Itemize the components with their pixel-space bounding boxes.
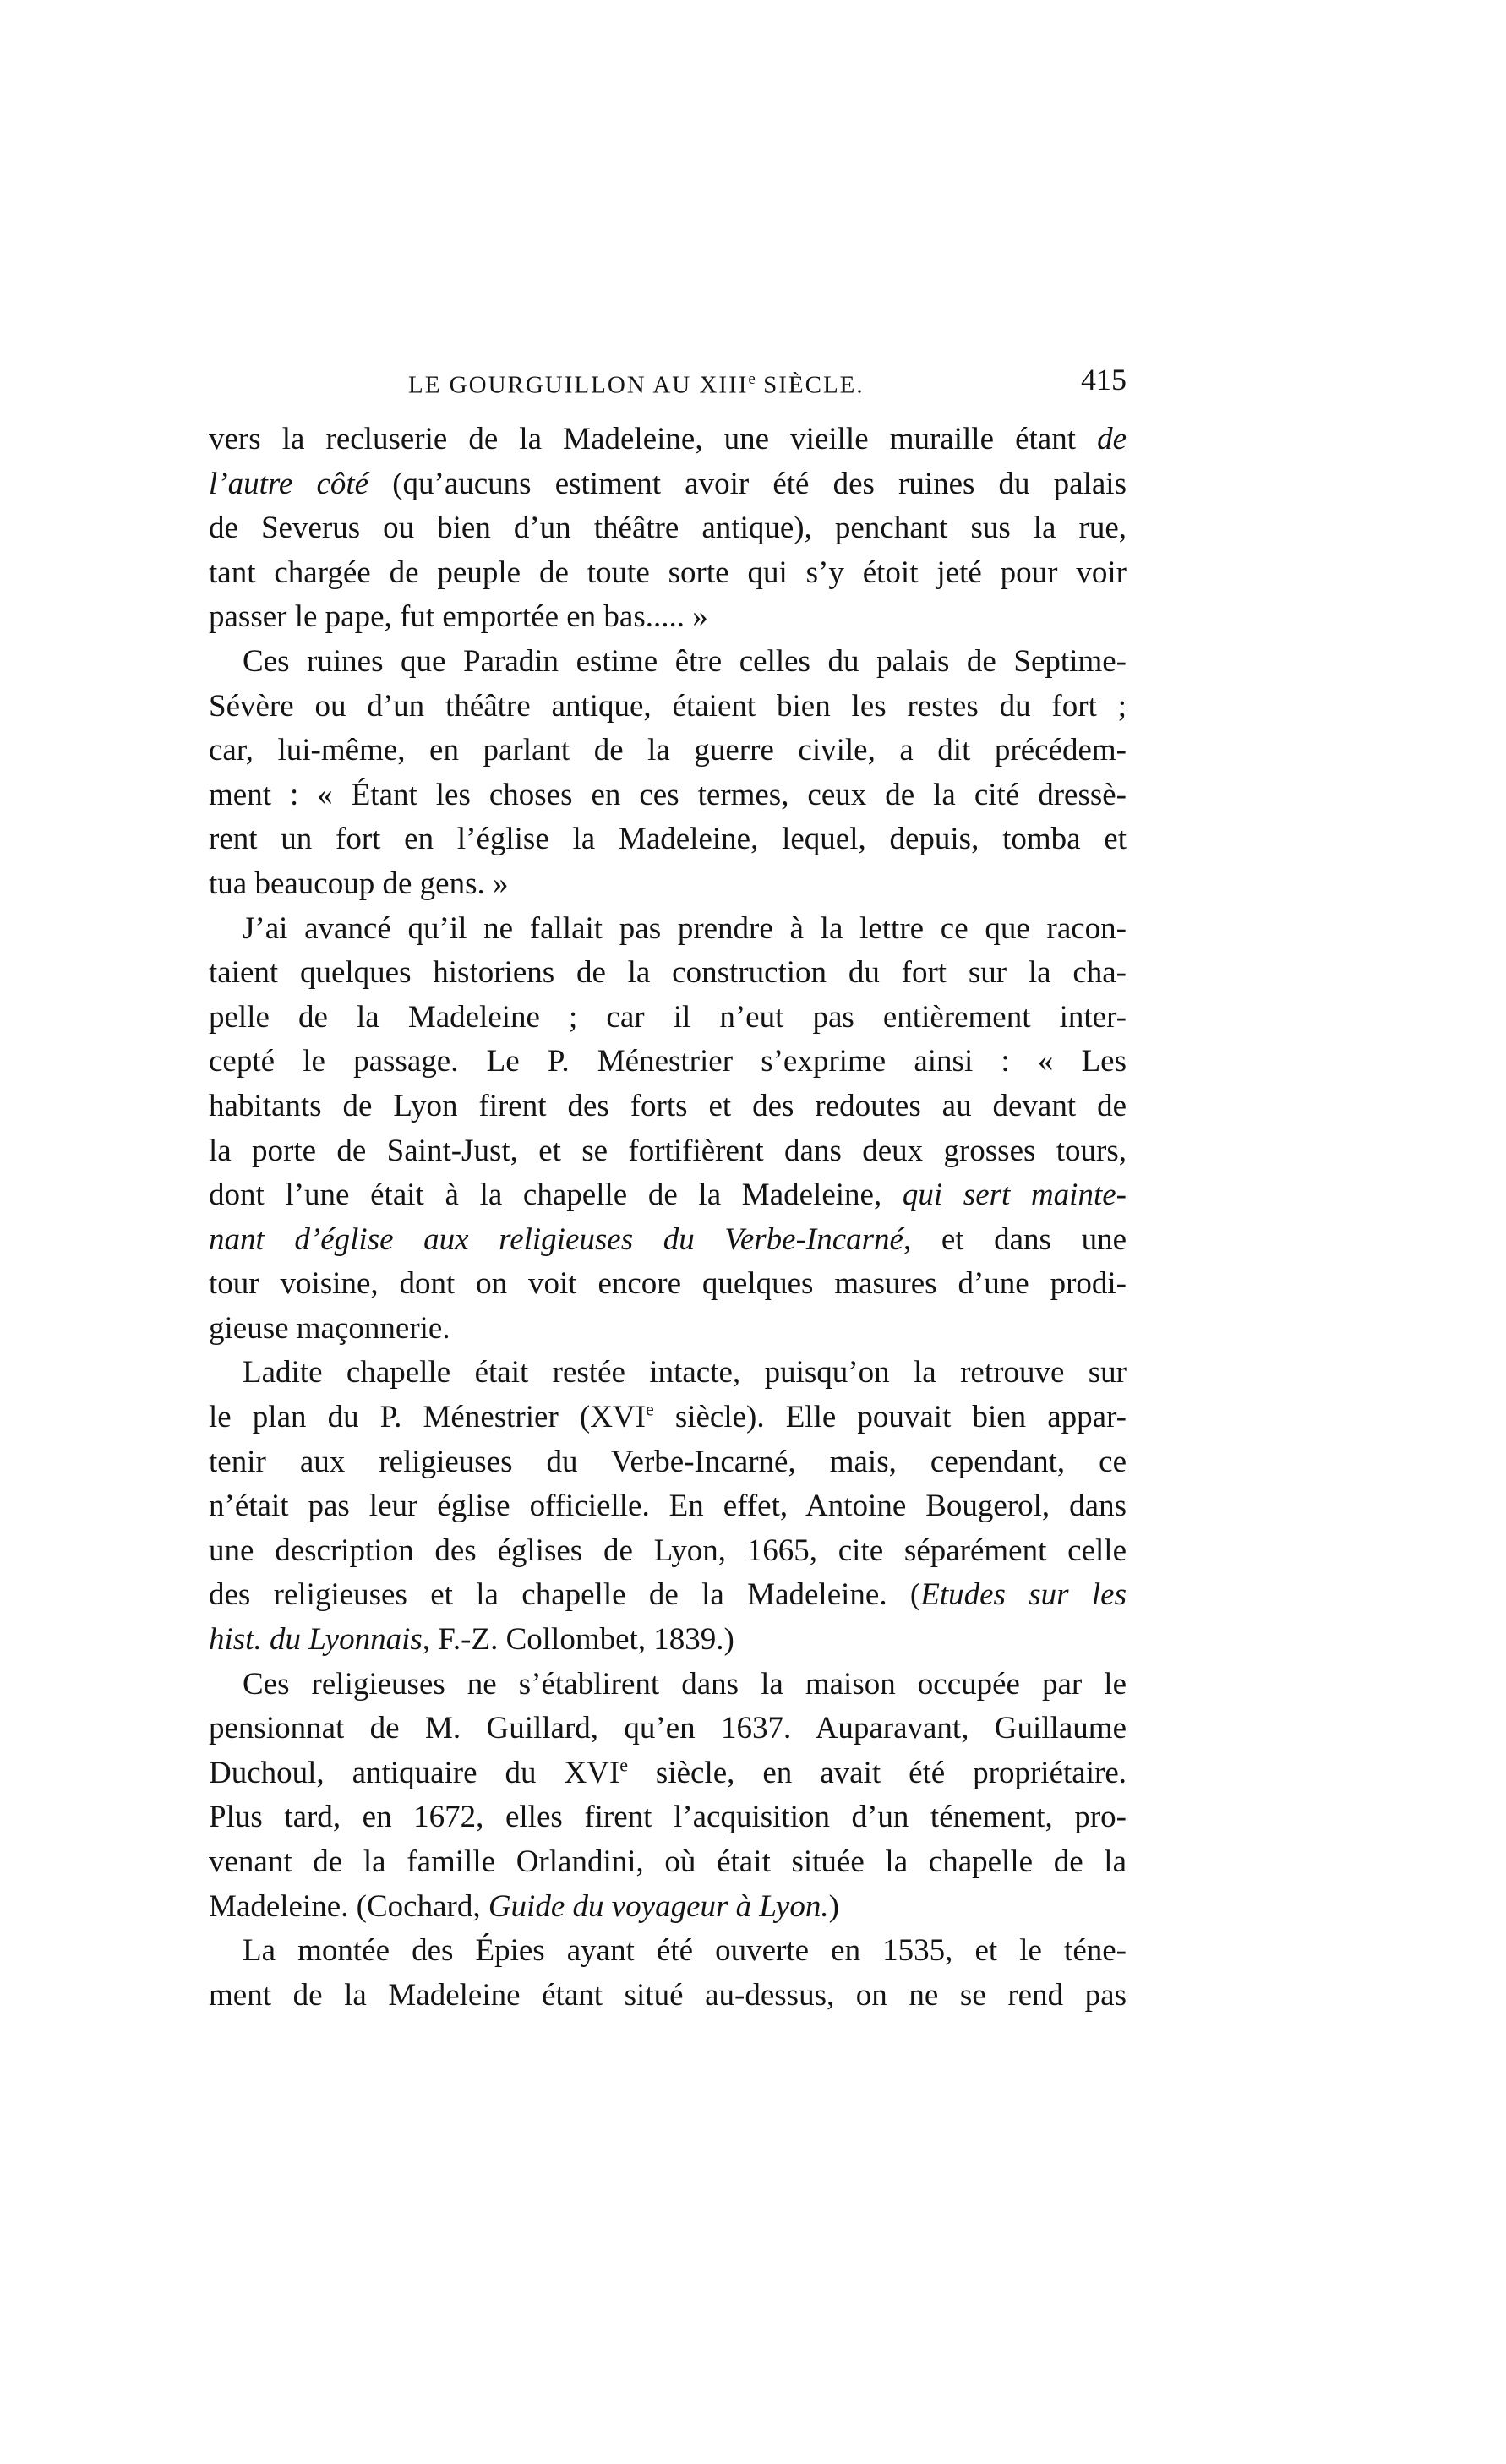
text-line xyxy=(209,1618,1127,1663)
italic-text: qui sert mainte- xyxy=(902,1177,1127,1213)
text-line xyxy=(209,1707,1127,1751)
text-segment: , F.-Z. Collombet, 1839.) xyxy=(422,1622,734,1658)
italic-text: l’autre côté xyxy=(209,466,369,501)
text-line xyxy=(209,773,1127,818)
italic-text: Etudes sur les xyxy=(920,1577,1127,1613)
text-segment: J’ai avancé qu’il ne fallait pas prendre à la lettre ce que racon- xyxy=(243,910,1127,946)
text-segment: des religieuses et la chapelle de la Madeleine. ( xyxy=(209,1577,921,1613)
text-line xyxy=(209,996,1127,1041)
text-segment: ment : « Étant les choses en ces termes, ceux de la cité dressè- xyxy=(209,777,1127,812)
text-segment: taient quelques historiens de la construction du fort sur la cha- xyxy=(209,955,1127,991)
text-line xyxy=(209,1663,1127,1707)
text-segment: Madeleine. (Cochard, xyxy=(209,1888,488,1924)
text-segment: le plan du P. Ménestrier (XVI xyxy=(209,1400,646,1435)
page-number: 415 xyxy=(1081,363,1127,396)
text-line xyxy=(209,1573,1127,1618)
text-line xyxy=(209,862,1127,907)
text-line xyxy=(209,1262,1127,1307)
running-title-text: LE GOURGUILLON AU XIII xyxy=(408,371,749,399)
text-line xyxy=(209,729,1127,773)
text-line xyxy=(209,1440,1127,1485)
text-line xyxy=(209,418,1127,462)
text-line xyxy=(209,640,1127,685)
text-line xyxy=(209,1129,1127,1174)
text-line xyxy=(209,817,1127,862)
text-line xyxy=(209,1484,1127,1529)
text-line xyxy=(209,1173,1127,1218)
text-segment: car, lui-même, en parlant de la guerre civile, a dit précédem- xyxy=(209,733,1127,768)
text-segment: tua beaucoup de gens. » xyxy=(209,866,509,901)
text-segment: Ces ruines que Paradin estime être celles du palais de Septime- xyxy=(243,643,1127,679)
text-line xyxy=(209,1218,1127,1263)
text-segment: habitants de Lyon firent des forts et des redoutes au devant de xyxy=(209,1088,1127,1123)
text-segment: gieuse maçonnerie. xyxy=(209,1310,450,1346)
text-line xyxy=(209,1885,1127,1930)
text-line xyxy=(209,1751,1127,1796)
running-title xyxy=(408,359,865,406)
text-line xyxy=(209,462,1127,507)
text-segment: tenir aux religieuses du Verbe-Incarné, mais, cependant, ce xyxy=(209,1444,1127,1479)
text-segment: , et dans une xyxy=(903,1221,1127,1257)
text-line xyxy=(209,1840,1127,1885)
text-segment: une description des églises de Lyon, 1665, cite séparément celle xyxy=(209,1532,1127,1568)
text-line xyxy=(209,1396,1127,1440)
text-segment: Sévère ou d’un théâtre antique, étaient bien les restes du fort ; xyxy=(209,688,1127,724)
text-segment: siècle, en avait été propriétaire. xyxy=(627,1755,1127,1790)
text-segment: cepté le passage. Le P. Ménestrier s’exprime ainsi : « Les xyxy=(209,1044,1127,1079)
page-header xyxy=(209,359,1127,400)
running-title-superscript: e xyxy=(748,370,756,388)
text-segment: dont l’une était à la chapelle de la Madeleine, xyxy=(209,1177,903,1213)
text-line xyxy=(209,1307,1127,1352)
text-segment: la porte de Saint-Just, et se fortifièrent dans deux grosses tours, xyxy=(209,1133,1127,1168)
text-segment: tour voisine, dont on voit encore quelques masures d’une prodi- xyxy=(209,1266,1127,1302)
italic-text: nant d’église aux religieuses du Verbe-Incarné xyxy=(209,1221,903,1257)
text-segment: rent un fort en l’église la Madeleine, lequel, depuis, tomba et xyxy=(209,822,1127,857)
italic-text: hist. du Lyonnais xyxy=(209,1622,423,1658)
text-line xyxy=(209,685,1127,729)
italic-text: de xyxy=(1097,422,1127,456)
text-segment: ment de la Madeleine étant situé au-dessus, on ne se rend pas xyxy=(209,1977,1127,2013)
text-segment: (qu’aucuns estiment avoir été des ruines du palais xyxy=(368,466,1127,501)
text-segment: tant chargée de peuple de toute sorte qui s’y étoit jeté pour voir xyxy=(209,555,1127,590)
italic-text: Guide du voyageur à Lyon. xyxy=(488,1888,829,1924)
superscript: e xyxy=(619,1754,628,1776)
text-segment: pensionnat de M. Guillard, qu’en 1637. Auparavant, Guillaume xyxy=(209,1711,1127,1746)
text-line xyxy=(209,1351,1127,1396)
text-line xyxy=(209,951,1127,996)
body-text xyxy=(209,418,1127,2018)
text-line xyxy=(209,1974,1127,2019)
text-segment: ) xyxy=(828,1888,839,1924)
text-line xyxy=(209,551,1127,596)
text-line xyxy=(209,1529,1127,1574)
text-line xyxy=(209,1929,1127,1974)
text-segment: siècle). Elle pouvait bien appar- xyxy=(653,1400,1127,1435)
text-segment: vers la recluserie de la Madeleine, une vieille muraille étant xyxy=(209,422,1098,456)
text-segment: Duchoul, antiquaire du XVI xyxy=(209,1755,620,1790)
text-line xyxy=(209,907,1127,952)
text-line xyxy=(209,506,1127,551)
text-segment: venant de la famille Orlandini, où était située la chapelle de la xyxy=(209,1844,1127,1879)
text-segment: de Severus ou bien d’un théâtre antique), penchant sus la rue, xyxy=(209,511,1127,546)
text-segment: La montée des Épies ayant été ouverte en 1535, et le téne- xyxy=(243,1933,1127,1969)
text-segment: passer le pape, fut emportée en bas..... » xyxy=(209,599,708,635)
running-title-end: SIÈCLE. xyxy=(755,371,865,399)
text-segment: pelle de la Madeleine ; car il n’eut pas entièrement inter- xyxy=(209,999,1127,1035)
text-line xyxy=(209,1084,1127,1129)
text-segment: Ladite chapelle était restée intacte, puisqu’on la retrouve sur xyxy=(243,1355,1127,1390)
text-line xyxy=(209,1040,1127,1084)
text-segment: Plus tard, en 1672, elles firent l’acquisition d’un ténement, pro- xyxy=(209,1800,1127,1835)
text-segment: Ces religieuses ne s’établirent dans la maison occupée par le xyxy=(243,1666,1127,1702)
superscript: e xyxy=(645,1398,654,1420)
text-line xyxy=(209,1795,1127,1840)
text-segment: n’était pas leur église officielle. En effet, Antoine Bougerol, dans xyxy=(209,1489,1127,1524)
text-line xyxy=(209,595,1127,640)
